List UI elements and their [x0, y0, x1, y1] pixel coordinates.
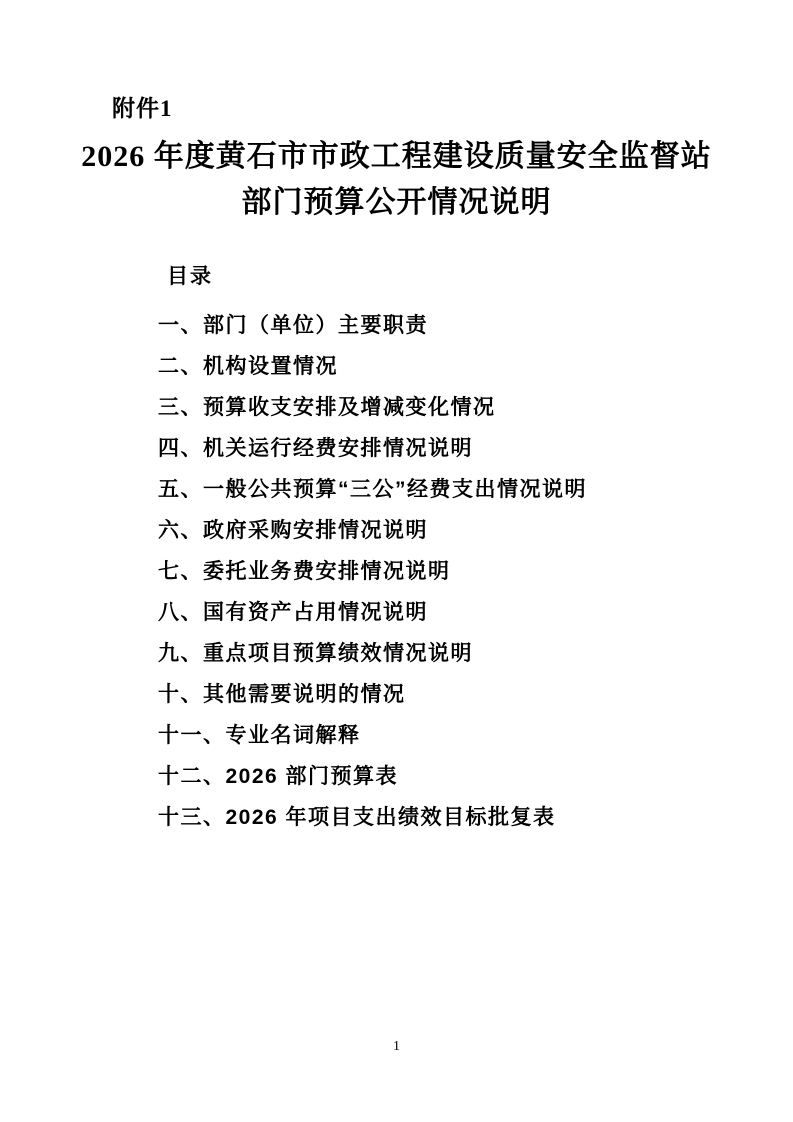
toc-item-9: 九、重点项目预算绩效情况说明 — [158, 641, 473, 665]
page-footer — [0, 1038, 793, 1056]
attachment-label: 附件1 — [112, 96, 173, 121]
toc-item-2: 二、机构设置情况 — [158, 354, 338, 378]
toc-heading: 目录 — [167, 265, 213, 288]
toc-item-3: 三、预算收支安排及增减变化情况 — [158, 395, 496, 419]
document-title — [0, 134, 793, 226]
toc-item-4: 四、机关运行经费安排情况说明 — [158, 436, 473, 460]
table-of-contents — [158, 262, 718, 836]
toc-item-1: 一、部门（单位）主要职责 — [158, 313, 428, 337]
document-title-line-2: 部门预算公开情况说明 — [241, 186, 552, 219]
document-title-line-1: 2026 年度黄石市市政工程建设质量安全监督站 — [81, 140, 712, 173]
toc-item-12: 十二、2026 部门预算表 — [158, 764, 399, 788]
toc-item-7: 七、委托业务费安排情况说明 — [158, 559, 451, 583]
toc-item-6: 六、政府采购安排情况说明 — [158, 518, 428, 542]
toc-item-10: 十、其他需要说明的情况 — [158, 682, 406, 706]
toc-item-5: 五、一般公共预算“三公”经费支出情况说明 — [158, 477, 587, 501]
toc-item-13: 十三、2026 年项目支出绩效目标批复表 — [158, 805, 556, 829]
page-number: 1 — [393, 1039, 400, 1054]
toc-item-8: 八、国有资产占用情况说明 — [158, 600, 428, 624]
toc-item-11: 十一、专业名词解释 — [158, 723, 361, 747]
